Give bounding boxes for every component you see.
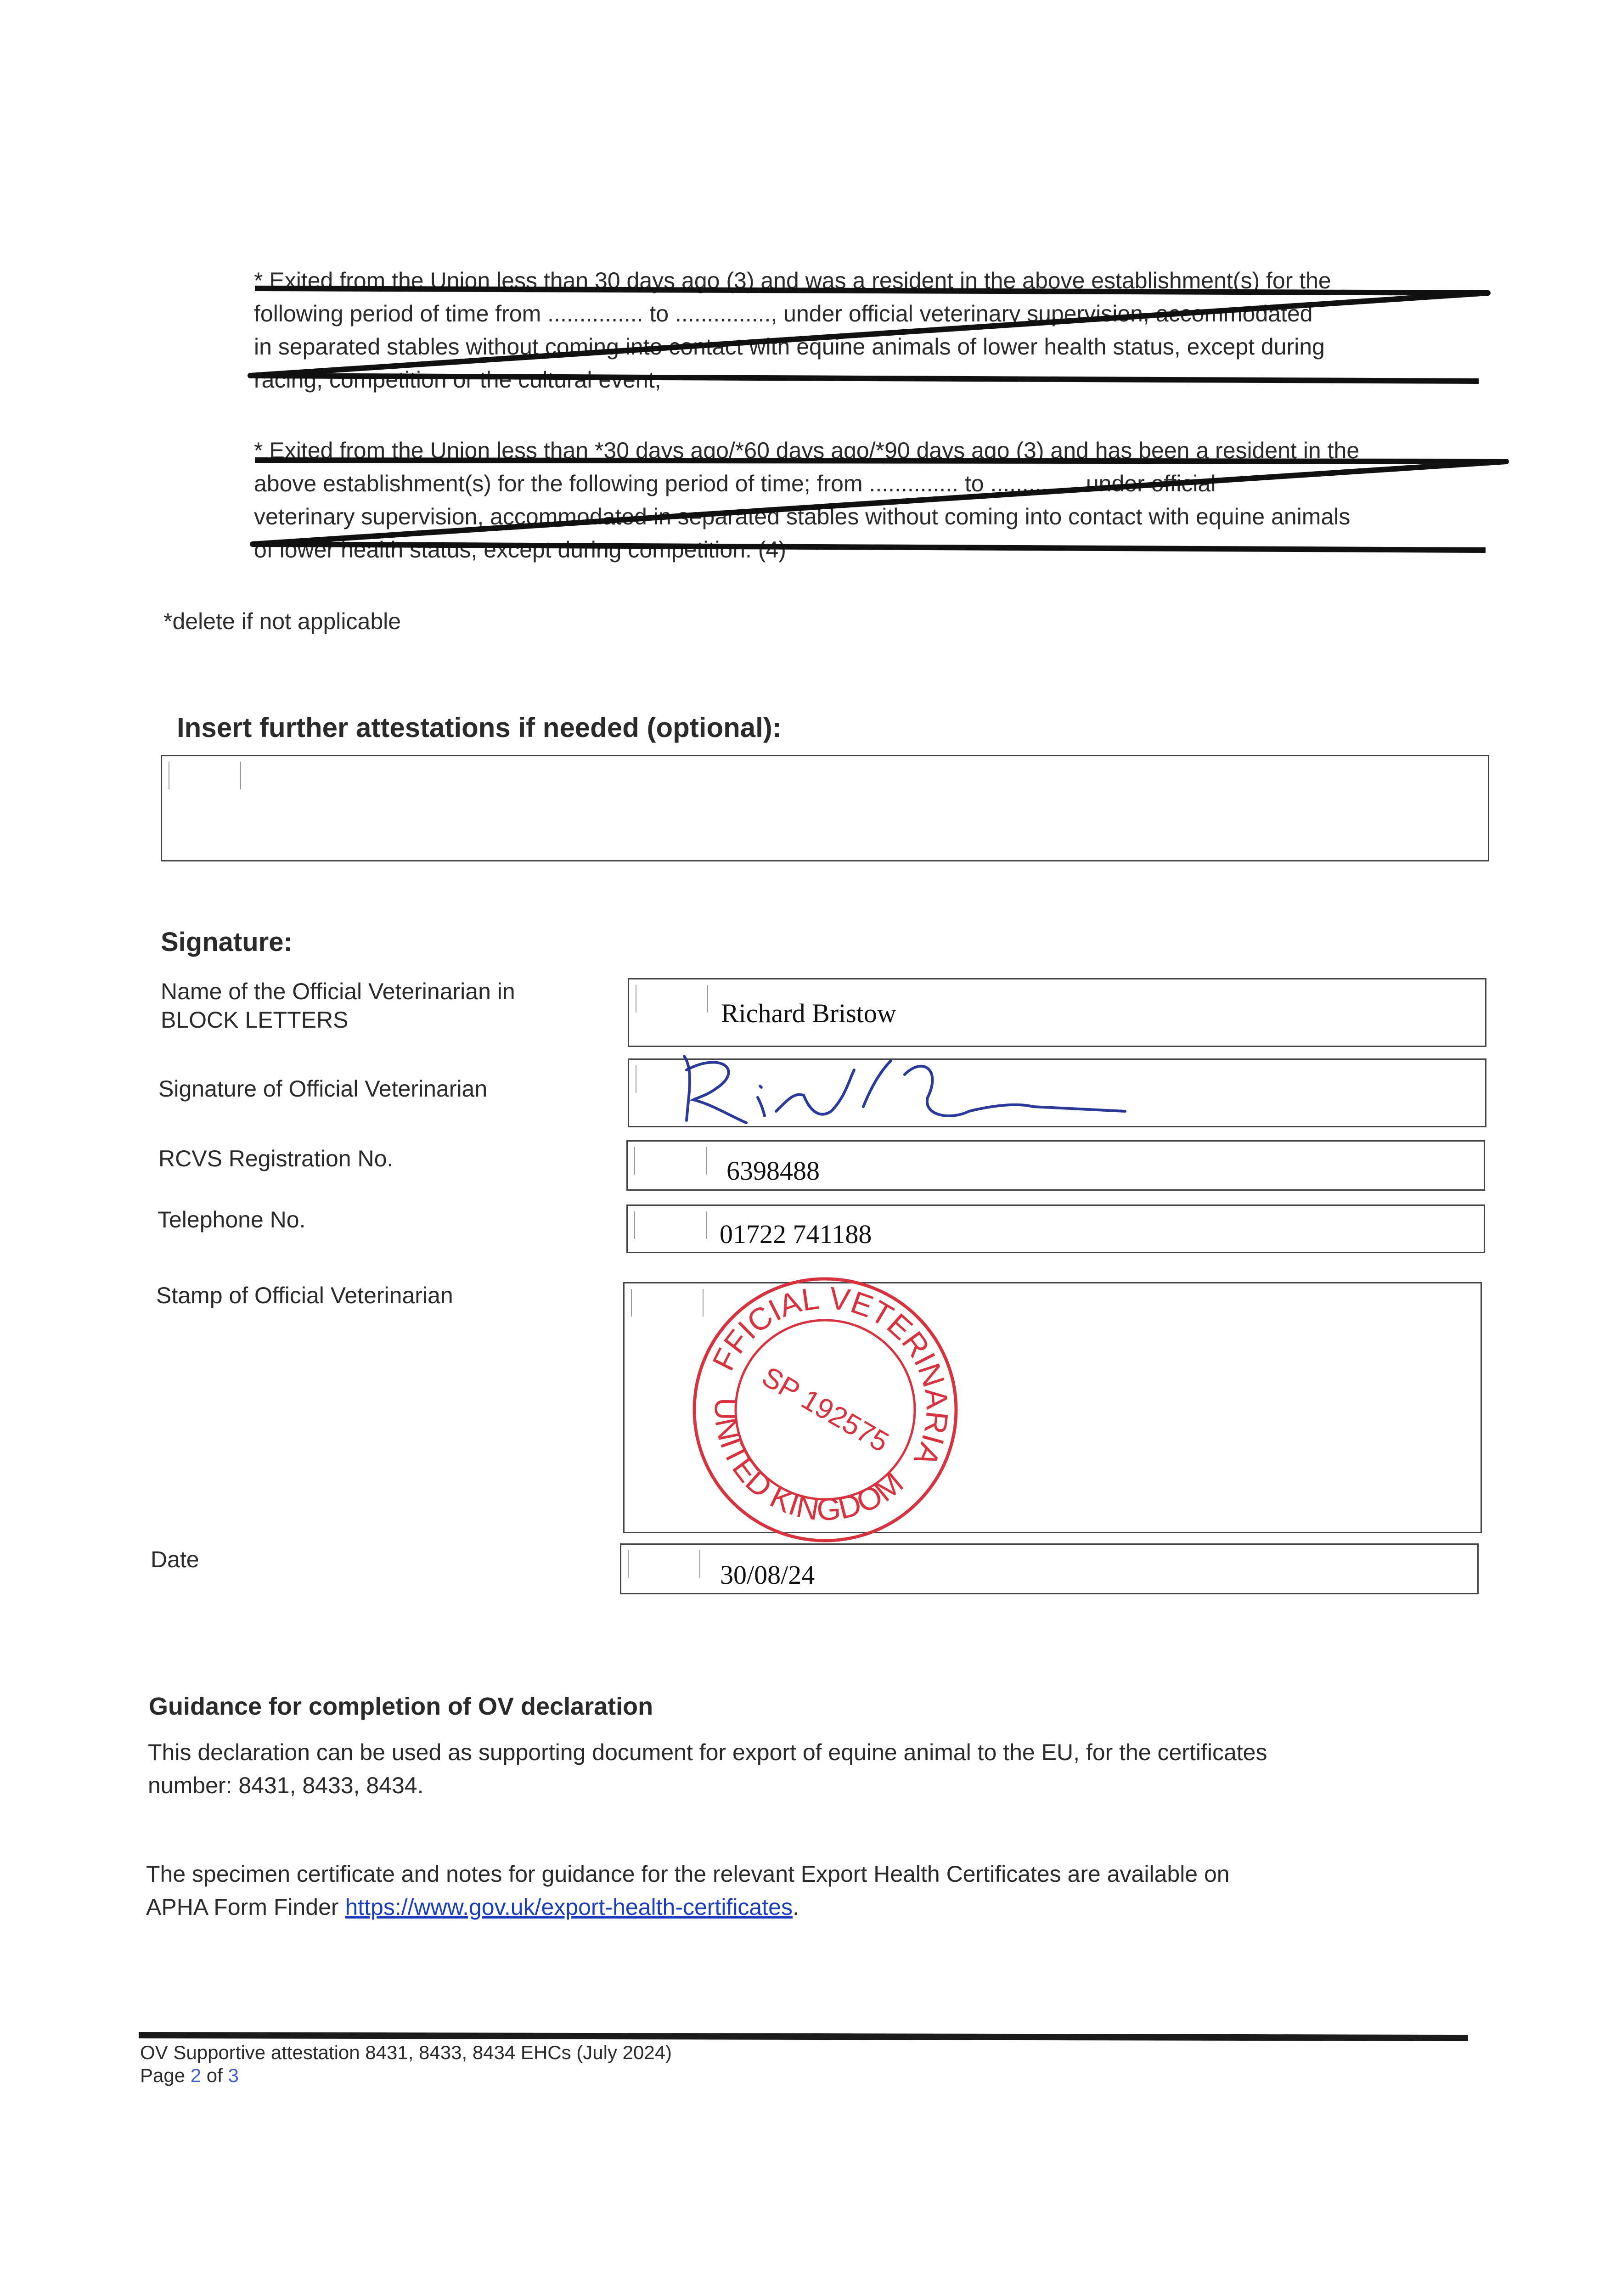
name-label-line: BLOCK LETTERS xyxy=(161,1007,349,1033)
page-total: 3 xyxy=(228,2065,239,2086)
further-attestations-heading: Insert further attestations if needed (optional): xyxy=(177,712,782,743)
signature-label: Signature of Official Veterinarian xyxy=(158,1076,488,1102)
attestation-line: above establishment(s) for the following period of time; from .............. to .............. under official xyxy=(254,471,1216,496)
official-stamp xyxy=(687,1272,963,1548)
field-marker xyxy=(634,1211,635,1239)
guidance-text: . xyxy=(792,1894,799,1920)
stamp-top-text: OFFICIAL VETERINARIAN xyxy=(705,1280,955,1472)
page-of: of xyxy=(201,2065,228,2086)
date-label: Date xyxy=(151,1547,199,1572)
strike-mark-1 xyxy=(250,288,1488,381)
date-value: 30/08/24 xyxy=(720,1560,815,1590)
stamp-bottom-text: UNITED KINGDOM xyxy=(708,1397,910,1527)
rcvs-field[interactable] xyxy=(626,1140,1485,1191)
field-marker xyxy=(706,1147,707,1175)
name-field[interactable] xyxy=(628,978,1486,1047)
page-word: Page xyxy=(140,2065,191,2086)
export-health-certificates-link[interactable]: https://www.gov.uk/export-health-certificates xyxy=(345,1894,793,1920)
attestation-line: in separated stables without coming into contact with equine animals of lower health status, except during xyxy=(254,334,1325,360)
rcvs-label: RCVS Registration No. xyxy=(158,1146,394,1171)
attestation-line: of lower health status, except during competition. (4) xyxy=(254,537,786,563)
telephone-field[interactable] xyxy=(626,1204,1485,1253)
field-marker xyxy=(240,762,241,789)
stamp-number: SP 192575 xyxy=(756,1361,894,1458)
attestation-line: racing, competition or the cultural event; xyxy=(254,367,661,393)
footer-rule xyxy=(139,2032,1468,2041)
guidance-line: number: 8431, 8433, 8434. xyxy=(148,1773,424,1798)
handwritten-signature xyxy=(666,1042,1148,1130)
strike-through-marks xyxy=(0,0,1610,597)
further-attestations-field[interactable] xyxy=(161,755,1489,861)
guidance-line: The specimen certificate and notes for guidance for the relevant Export Health Certificates are available on xyxy=(146,1861,1230,1887)
delete-note: *delete if not applicable xyxy=(163,608,401,634)
guidance-paragraph-2 xyxy=(146,1857,1524,1924)
attestation-line: veterinary supervision, accommodated in separated stables without coming into contact with equine animals xyxy=(254,504,1351,529)
name-label-line: Name of the Official Veterinarian in xyxy=(161,979,515,1004)
guidance-paragraph-1 xyxy=(148,1736,1526,1802)
date-field[interactable] xyxy=(620,1543,1479,1594)
field-marker xyxy=(707,985,708,1013)
field-marker xyxy=(631,1289,632,1317)
stamp-label: Stamp of Official Veterinarian xyxy=(156,1283,453,1308)
page-number xyxy=(140,2064,672,2087)
field-marker xyxy=(628,1550,629,1578)
guidance-text: APHA Form Finder xyxy=(146,1894,345,1920)
page-current: 2 xyxy=(190,2065,202,2086)
guidance-line xyxy=(146,1891,1524,1924)
attestation-line: following period of time from ............... to ..............., under official veterinary supervision, accommodated xyxy=(254,301,1313,326)
field-marker xyxy=(706,1211,707,1239)
name-value: Richard Bristow xyxy=(721,998,896,1028)
field-marker xyxy=(699,1550,700,1578)
telephone-value: 01722 741188 xyxy=(720,1219,872,1249)
attestation-line: * Exited from the Union less than *30 days ago/*60 days ago/*90 days ago (3) and has been a resident in the xyxy=(254,438,1360,463)
strike-mark-2 xyxy=(253,460,1506,550)
telephone-label: Telephone No. xyxy=(158,1207,306,1232)
guidance-heading: Guidance for completion of OV declaration xyxy=(149,1693,653,1720)
guidance-line: This declaration can be used as supporting document for export of equine animal to the EU, for the certificates xyxy=(148,1739,1267,1765)
field-marker xyxy=(634,1147,635,1175)
name-label xyxy=(161,977,515,1034)
attestation-line: * Exited from the Union less than 30 days ago (3) and was a resident in the above establishment(s) for the xyxy=(254,268,1331,293)
signature-heading: Signature: xyxy=(161,927,293,957)
footer-title: OV Supportive attestation 8431, 8433, 8434 EHCs (July 2024) xyxy=(140,2042,672,2063)
rcvs-value: 6398488 xyxy=(726,1156,820,1186)
footer xyxy=(140,2041,672,2087)
